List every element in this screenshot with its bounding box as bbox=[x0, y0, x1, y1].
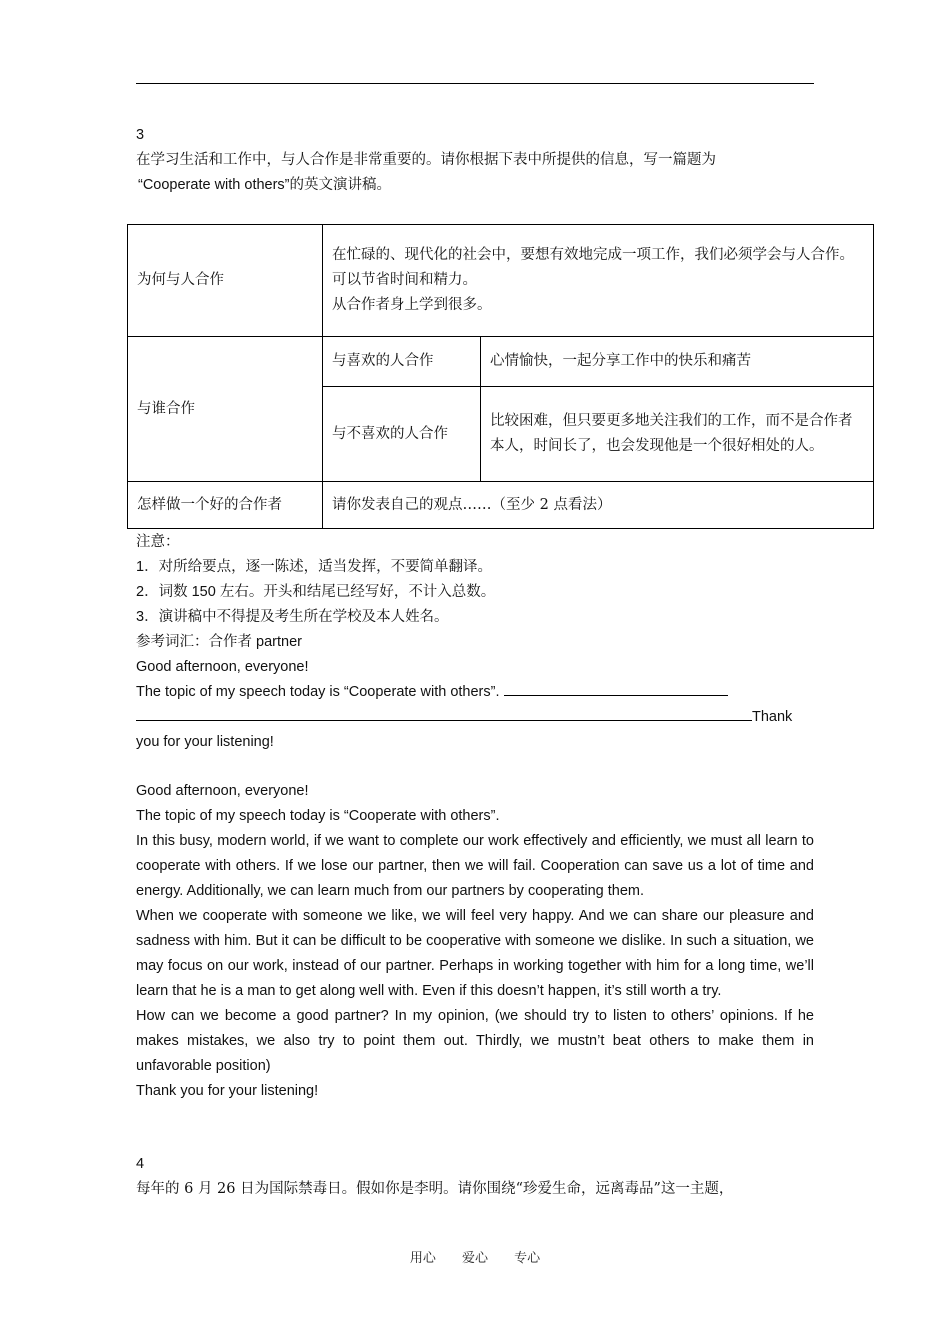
dislike-label: 与不喜欢的人合作 bbox=[323, 387, 481, 482]
why-cell bbox=[323, 225, 874, 337]
notes-title: 注意： bbox=[136, 534, 180, 550]
footer-text: 专心 bbox=[514, 1251, 541, 1266]
answer-thanks: Thank you for your listening! bbox=[136, 1083, 319, 1099]
note-item: 1．对所给要点，逐一陈述，适当发挥，不要简单翻译。 bbox=[136, 559, 493, 575]
page-footer bbox=[0, 1247, 950, 1266]
dislike-text: 比较困难，但只要更多地关注我们的工作，而不是合作者本人，时间长了，也会发现他是一个很好相处的人。 bbox=[481, 387, 874, 482]
model-answer bbox=[136, 779, 814, 1104]
note-item: 3．演讲稿中不得提及考生所在学校及本人姓名。 bbox=[136, 609, 449, 625]
note-item: 2．词数 150 左右。开头和结尾已经写好，不计入总数。 bbox=[136, 584, 496, 600]
question-intro-title: “Cooperate with others”的英文演讲稿。 bbox=[138, 177, 392, 193]
how-text: 请你发表自己的观点……（至少 2 点看法） bbox=[323, 482, 874, 529]
question-intro: 在学习生活和工作中，与人合作是非常重要的。请你根据下表中所提供的信息，写一篇题为 bbox=[136, 152, 716, 168]
question-number: 3 bbox=[136, 127, 145, 143]
template-closing: Thank bbox=[752, 709, 793, 725]
notes-and-template bbox=[136, 530, 814, 755]
like-text: 心情愉快，一起分享工作中的快乐和痛苦 bbox=[481, 337, 874, 387]
answer-blank[interactable] bbox=[504, 680, 728, 696]
template-closing-end: you for your listening! bbox=[136, 734, 274, 750]
answer-greeting: Good afternoon, everyone! bbox=[136, 783, 309, 799]
why-label: 为何与人合作 bbox=[128, 225, 323, 337]
answer-paragraph: When we cooperate with someone we like, we will feel very happy. And we can share our pleasure and sadness with him. But it can be difficult to be cooperative with someone we dislike. In such a situation, we may focus on our work, instead of our partner. Perhaps in working together with him for a long time, we’ll learn that he is a man to get along well with. Even if this doesn’t happen, it’s still worth a try. bbox=[136, 908, 814, 999]
template-greeting: Good afternoon, everyone! bbox=[136, 659, 309, 675]
answer-paragraph: How can we become a good partner? In my opinion, (we should try to listen to others’ opinions. If he makes mistakes, we also try to point them out. Thirdly, we mustn’t beat others to make them in unfavorable position) bbox=[136, 1008, 814, 1074]
question-number: 4 bbox=[136, 1156, 145, 1172]
who-label: 与谁合作 bbox=[128, 337, 323, 482]
answer-paragraph: In this busy, modern world, if we want to complete our work effectively and efficiently, we must all learn to cooperate with others. If we lose our partner, then we will fail. Cooperation can save us a lot of time and energy. Additionally, we can learn much from our partners by cooperating them. bbox=[136, 833, 814, 899]
like-label: 与喜欢的人合作 bbox=[323, 337, 481, 387]
template-topic: The topic of my speech today is “Cooperate with others”. bbox=[136, 684, 500, 700]
why-line: 在忙碌的、现代化的社会中，要想有效地完成一项工作，我们必须学会与人合作。 bbox=[332, 247, 854, 263]
answer-blank[interactable] bbox=[136, 705, 752, 721]
template-topic-line bbox=[136, 680, 814, 705]
info-table bbox=[127, 224, 874, 529]
template-blank-line bbox=[136, 705, 814, 730]
answer-topic: The topic of my speech today is “Cooperate with others”. bbox=[136, 808, 500, 824]
footer-text: 爱心 bbox=[461, 1251, 488, 1266]
how-label: 怎样做一个好的合作者 bbox=[128, 482, 323, 529]
why-line: 从合作者身上学到很多。 bbox=[332, 297, 492, 313]
why-line: 可以节省时间和精力。 bbox=[332, 272, 477, 288]
vocab-hint: 参考词汇：合作者 partner bbox=[136, 634, 302, 650]
question-intro: 每年的 6 月 26 日为国际禁毒日。假如你是李明。请你围绕“珍爱生命，远离毒品”这一主题， bbox=[136, 1181, 734, 1197]
question-4-header bbox=[136, 1152, 814, 1202]
question-3-header bbox=[136, 123, 814, 198]
header-rule bbox=[136, 83, 814, 84]
footer-text: 用心 bbox=[409, 1251, 436, 1266]
